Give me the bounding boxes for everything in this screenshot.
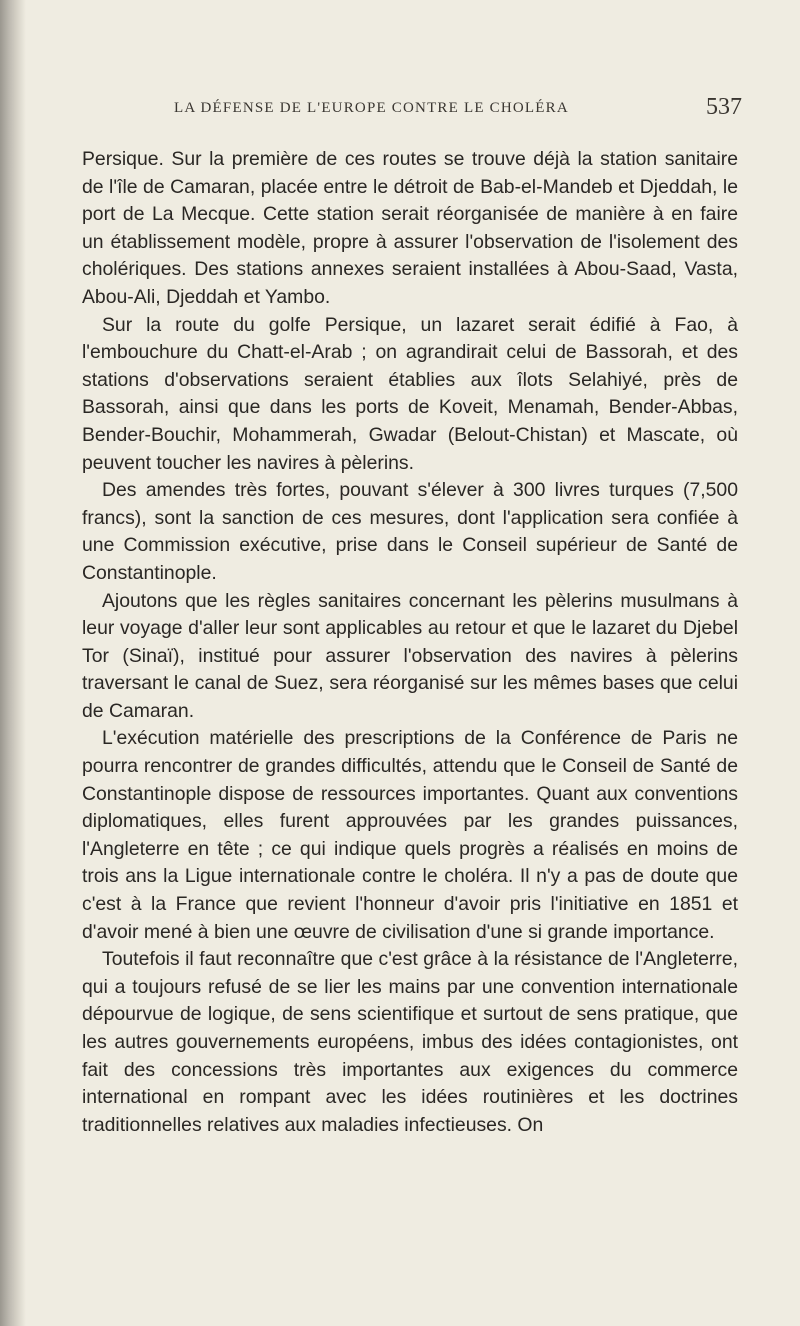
paragraph: Des amendes très fortes, pouvant s'élever à 300 livres turques (7,500 francs), sont la sanction de ces mesures, dont l'application sera confiée à une Commission exécutive, prise dans le Conseil supérieur de Santé de Constantinople.	[82, 479, 738, 584]
body-text	[82, 146, 738, 1139]
paragraph: Ajoutons que les règles sanitaires concernant les pèlerins musulmans à leur voyage d'aller leur sont applicables au retour et que le lazaret du Djebel Tor (Sinaï), institué pour assurer l'observation des navires à pèlerins traversant le canal de Suez, sera réorganisé sur les mêmes bases que celui de Camaran.	[82, 589, 738, 722]
page-number: 537	[706, 94, 742, 120]
page-header	[82, 94, 742, 128]
paragraph: Toutefois il faut reconnaître que c'est grâce à la résistance de l'Angleterre, qui a toujours refusé de se lier les mains par une convention internationale dépourvue de logique, de sens scientifique et surtout de sens pratique, que les autres gouvernements européens, imbus des idées contagionistes, ont fait des concessions très importantes aux exigences du commerce international en rompant avec les idées routinières et les doctrines traditionnelles relatives aux maladies infectieuses. On	[82, 948, 738, 1136]
paragraph: Persique. Sur la première de ces routes se trouve déjà la station sanitaire de l'île de Camaran, placée entre le détroit de Bab-el-Mandeb et Djeddah, le port de La Mecque. Cette station serait réorganisée de manière à en faire un établissement modèle, propre à assurer l'observation de l'isolement des cholériques. Des stations annexes seraient installées à Abou-Saad, Vasta, Abou-Ali, Djeddah et Yambo.	[82, 148, 738, 308]
running-title: LA DÉFENSE DE L'EUROPE CONTRE LE CHOLÉRA	[174, 100, 569, 116]
paragraph: L'exécution matérielle des prescriptions de la Conférence de Paris ne pourra rencontrer de grandes difficultés, attendu que le Conseil de Santé de Constantinople dispose de ressources importantes. Quant aux conventions diplomatiques, elles furent approuvées par les grandes puissances, l'Angleterre en tête ; ce qui indique quels progrès a réalisés en moins de trois ans la Ligue internationale contre le choléra. Il n'y a pas de doute que c'est à la France que revient l'honneur d'avoir pris l'initiative en 1851 et d'avoir mené à bien une œuvre de civilisation d'une si grande importance.	[82, 727, 738, 943]
book-binding-shadow	[0, 0, 26, 1326]
paragraph: Sur la route du golfe Persique, un lazaret serait édifié à Fao, à l'embouchure du Chatt-el-Arab ; on agrandirait celui de Bassorah, et des stations d'observations seraient établies aux îlots Selahiyé, près de Bassorah, ainsi que dans les ports de Koveit, Menamah, Bender-Abbas, Bender-Bouchir, Mohammerah, Gwadar (Belout-Chistan) et Mascate, où peuvent toucher les navires à pèlerins.	[82, 313, 738, 474]
